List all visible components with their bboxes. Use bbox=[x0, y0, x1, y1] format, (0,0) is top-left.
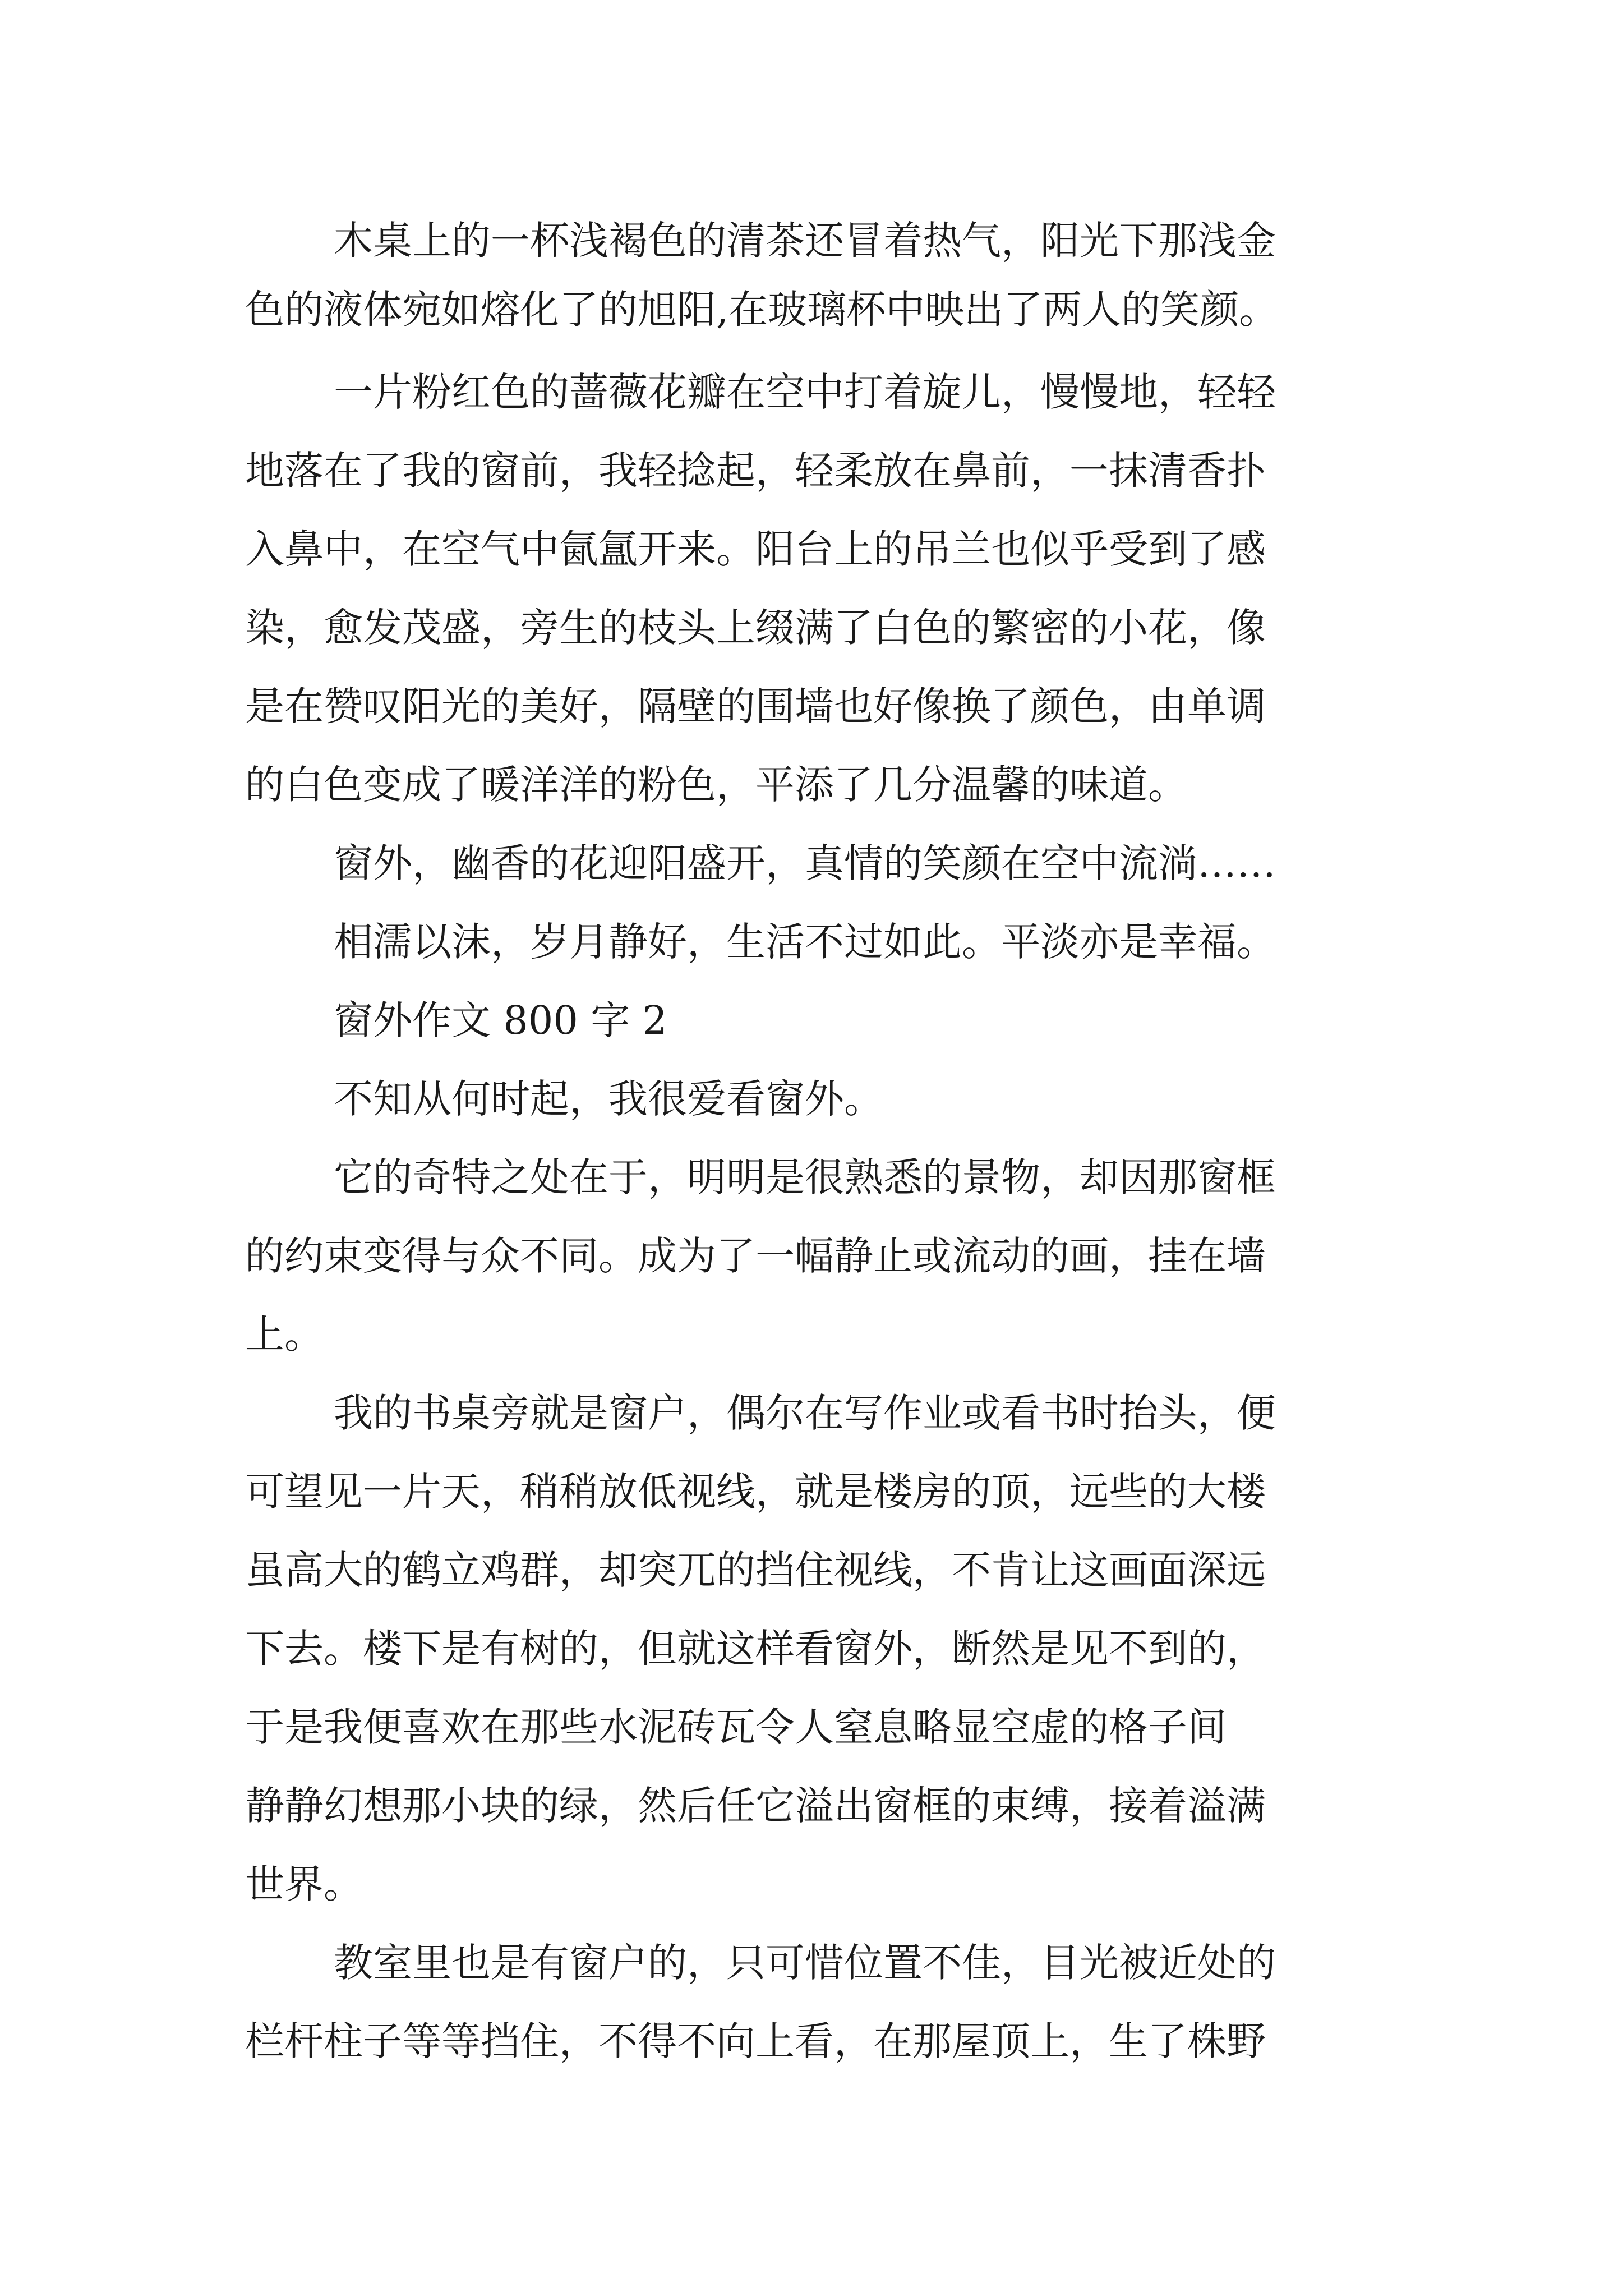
paragraph-line: 的白色变成了暖洋洋的粉色，平添了几分温馨的味道。 bbox=[245, 762, 1187, 808]
paragraph-line: 是在赞叹阳光的美好，隔壁的围墙也好像换了颜色，由单调 bbox=[245, 683, 1266, 729]
paragraph-line: 入鼻中，在空气中氤氲开来。阳台上的吊兰也似乎受到了感 bbox=[245, 526, 1266, 572]
paragraph-line: 静静幻想那小块的绿，然后任它溢出窗框的束缚，接着溢满 bbox=[245, 1783, 1266, 1829]
paragraph-line: 一片粉红色的蔷薇花瓣在空中打着旋儿，慢慢地，轻轻 bbox=[334, 369, 1276, 415]
paragraph-line: 教室里也是有窗户的，只可惜位置不佳，目光被近处的 bbox=[334, 1940, 1276, 1986]
paragraph-line: 上。 bbox=[245, 1312, 324, 1358]
paragraph-line: 于是我便喜欢在那些水泥砖瓦令人窒息略显空虚的格子间 bbox=[245, 1704, 1227, 1750]
paragraph-line: 栏杆柱子等等挡住，不得不向上看，在那屋顶上，生了株野 bbox=[245, 2018, 1266, 2064]
paragraph-line: 木桌上的一杯浅褐色的清茶还冒着热气，阳光下那浅金 bbox=[334, 218, 1276, 264]
paragraph-line: 窗外，幽香的花迎阳盛开，真情的笑颜在空中流淌…… bbox=[334, 840, 1276, 886]
paragraph-line: 色的液体宛如熔化了的旭阳,在玻璃杯中映出了两人的笑颜。 bbox=[245, 287, 1279, 333]
paragraph-line: 世界。 bbox=[245, 1861, 363, 1907]
paragraph-line: 相濡以沫，岁月静好，生活不过如此。平淡亦是幸福。 bbox=[334, 919, 1276, 965]
paragraph-line: 地落在了我的窗前，我轻捻起，轻柔放在鼻前，一抹清香扑 bbox=[245, 448, 1266, 494]
paragraph-line: 它的奇特之处在于，明明是很熟悉的景物，却因那窗框 bbox=[334, 1154, 1276, 1200]
paragraph-line: 我的书桌旁就是窗户，偶尔在写作业或看书时抬头，便 bbox=[334, 1390, 1276, 1436]
paragraph-line: 下去。楼下是有树的，但就这样看窗外，断然是见不到的， bbox=[245, 1626, 1266, 1672]
paragraph-line: 不知从何时起，我很爱看窗外。 bbox=[334, 1076, 883, 1122]
paragraph-line: 染，愈发茂盛，旁生的枝头上缀满了白色的繁密的小花，像 bbox=[245, 605, 1266, 651]
paragraph-line: 的约束变得与众不同。成为了一幅静止或流动的画，挂在墙 bbox=[245, 1233, 1266, 1279]
paragraph-line: 虽高大的鹤立鸡群，却突兀的挡住视线，不肯让这画面深远 bbox=[245, 1547, 1266, 1593]
section-heading: 窗外作文 800 字 2 bbox=[334, 997, 667, 1043]
paragraph-line: 可望见一片天，稍稍放低视线，就是楼房的顶，远些的大楼 bbox=[245, 1469, 1266, 1515]
